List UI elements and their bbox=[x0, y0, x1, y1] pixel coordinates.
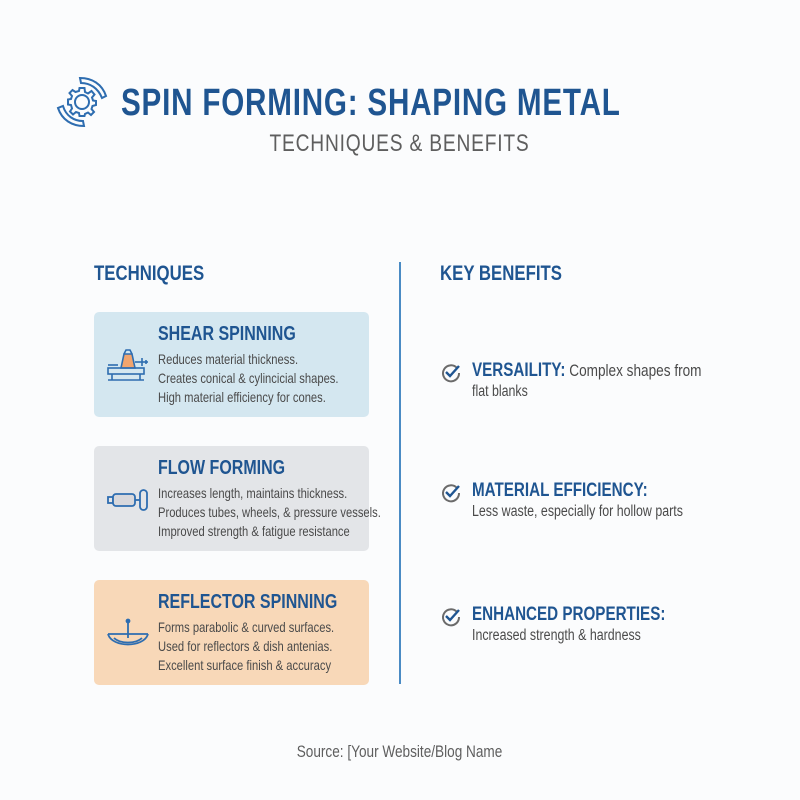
source-footer: Source: [Your Website/Blog Name bbox=[297, 742, 503, 761]
dish-antenna-icon bbox=[104, 614, 152, 654]
benefit-label: VERSAILITY: bbox=[472, 360, 566, 381]
benefit-label: ENHANCED PROPERTIES: bbox=[472, 604, 666, 625]
benefit-text: Complex shapes from bbox=[565, 361, 702, 380]
check-circle-icon bbox=[440, 482, 462, 504]
technique-title: FLOW FORMING bbox=[158, 457, 286, 479]
technique-line: High material efficiency for cones. bbox=[158, 389, 326, 405]
page-title: SPIN FORMING: SHAPING METAL bbox=[121, 82, 621, 124]
technique-card-flow-forming bbox=[94, 446, 381, 551]
check-circle-icon bbox=[440, 362, 462, 384]
technique-line: Produces tubes, wheels, & pressure vessels. bbox=[158, 504, 381, 520]
roller-tube-icon bbox=[104, 480, 152, 520]
technique-card-reflector-spinning bbox=[94, 580, 369, 685]
benefit-sub: flat blanks bbox=[472, 383, 528, 400]
lathe-cone-icon bbox=[104, 346, 152, 386]
gear-rotation-icon bbox=[50, 70, 114, 134]
check-circle-icon bbox=[440, 606, 462, 628]
technique-card-shear-spinning bbox=[94, 312, 369, 417]
benefit-sub: Increased strength & hardness bbox=[472, 627, 641, 644]
technique-line: Creates conical & cylincicial shapes. bbox=[158, 370, 339, 386]
column-divider bbox=[399, 262, 401, 684]
techniques-heading: TECHNIQUES bbox=[94, 262, 205, 285]
technique-line: Forms parabolic & curved surfaces. bbox=[158, 619, 335, 635]
technique-line: Reduces material thickness. bbox=[158, 351, 299, 367]
benefit-sub: Less waste, especially for hollow parts bbox=[472, 503, 683, 520]
technique-line: Used for reflectors & dish antenias. bbox=[158, 638, 333, 654]
technique-title: SHEAR SPINNING bbox=[158, 323, 296, 345]
technique-line: Increases length, maintains thickness. bbox=[158, 485, 348, 501]
technique-title: REFLECTOR SPINNING bbox=[158, 591, 338, 613]
technique-line: Excellent surface finish & accuracy bbox=[158, 657, 332, 673]
benefit-label: MATERIAL EFFICIENCY: bbox=[472, 480, 648, 501]
technique-line: Improved strength & fatigue resistance bbox=[158, 523, 350, 539]
page-subtitle: TECHNIQUES & BENEFITS bbox=[269, 130, 531, 157]
benefits-heading: KEY BENEFITS bbox=[440, 262, 562, 285]
